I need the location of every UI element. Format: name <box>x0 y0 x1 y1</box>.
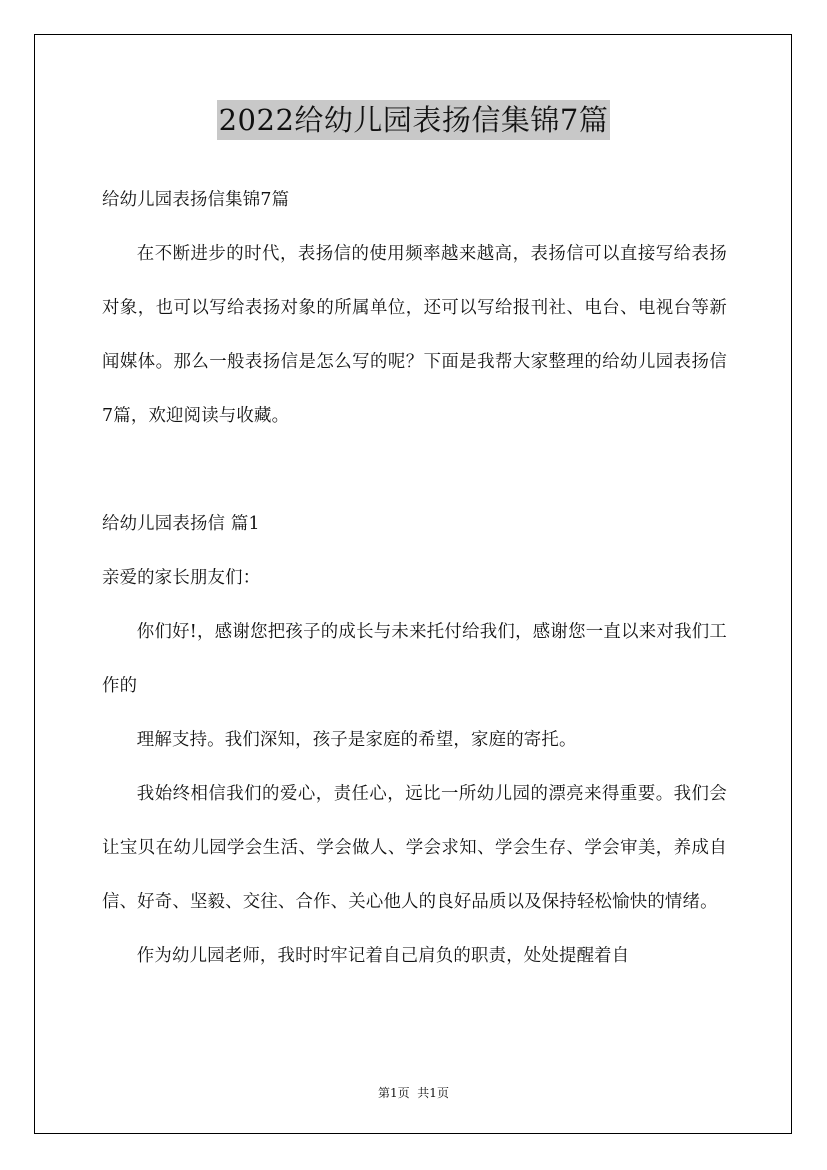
title-area <box>0 100 827 140</box>
page-number: 第1页 共1页 <box>378 1086 449 1100</box>
body-paragraph-1: 你们好!，感谢您把孩子的成长与未来托付给我们，感谢您一直以来对我们工作的 <box>102 622 727 696</box>
document-subtitle: 给幼儿园表扬信集锦7篇 <box>102 190 290 210</box>
document-title: 2022给幼儿园表扬信集锦7篇 <box>217 100 611 140</box>
salutation: 亲爱的家长朋友们： <box>102 568 261 588</box>
intro-paragraph: 在不断进步的时代，表扬信的使用频率越来越高，表扬信可以直接写给表扬对象，也可以写给表扬对象的所属单位，还可以写给报刊社、电台、电视台等新闻媒体。那么一般表扬信是怎么写的呢？下面是我帮大家整理的给幼儿园表扬信7篇，欢迎阅读与收藏。 <box>102 244 727 426</box>
body-paragraph-3: 我始终相信我们的爱心，责任心，远比一所幼儿园的漂亮来得重要。我们会让宝贝在幼儿园学会生活、学会做人、学会求知、学会生存、学会审美，养成自信、好奇、坚毅、交往、合作、关心他人的良好品质以及保持轻松愉快的情绪。 <box>102 784 727 912</box>
section-spacer <box>102 443 727 497</box>
page-footer <box>0 1085 827 1101</box>
body-paragraph-2: 理解支持。我们深知，孩子是家庭的希望，家庭的寄托。 <box>136 730 577 750</box>
section-heading: 给幼儿园表扬信 篇1 <box>102 514 260 534</box>
document-body <box>102 173 727 983</box>
body-paragraph-4: 作为幼儿园老师，我时时牢记着自己肩负的职责，处处提醒着自 <box>136 946 630 966</box>
